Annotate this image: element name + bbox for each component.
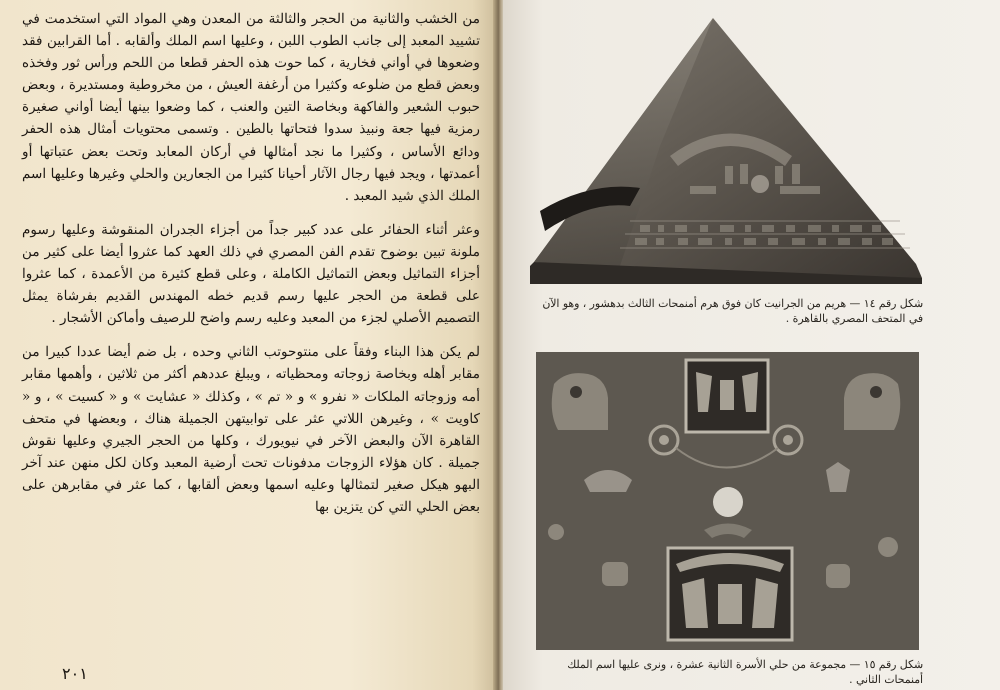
figure-caption: شكل رقم ١٤ — هريم من الجرانيت كان فوق هرم أمنمحات الثالث بدهشور ، وهو الآن في المتحف المصري بالقاهرة . <box>542 297 923 325</box>
paragraph: وعثر أثناء الحفائر على عدد كبير جداً من أجزاء الجدران المنقوشة وعليها رسوم ملونة تبين بوضوح تقدم الفن المصري في ذلك العهد كما عثروا أيضا على كثير من أجزاء التماثيل وبعض التماثيل الكاملة ، وعلى قطع كثيرة من الأعمدة ، كما عثروا على قطعة من الحجر عليها رسم قديم خطه المهندس القديم بفرشاة يمثل التصميم الأصلي لجزء من المعبد وعليه رسم واضح للرصيف وأماكن الأشجار . <box>22 221 480 327</box>
left-page <box>0 0 497 690</box>
body-text <box>22 8 480 530</box>
page-number: ٢٠١ <box>62 664 88 683</box>
figure-caption: شكل رقم ١٥ — مجموعة من حلي الأسرة الثانية عشرة ، ونرى عليها اسم الملك أمنمحات الثاني . <box>567 658 923 686</box>
paragraph: لم يكن هذا البناء وفقاً على منتوحوتب الثاني وحده ، بل ضم أيضا عددا كبيرا من مقابر أهله وبخاصة زوجاته ومحظياته ، ويبلغ عددهم أكثر من ثلاثين ، وأهمها مقابر أمه وزوجاته الملكات « نفرو » و « تم » ، وكذلك « عشايت » و « كسيت » ، و « كاويت » ، وغيرهن اللاتي عثر على توابيتهن الجميلة هناك ، وبعضها في متحف القاهرة الآن والبعض الآخر في نيويورك ، وكلها من الحجر الجيري وعليها نقوش جميلة . كان هؤلاء الزوجات مدفونات تحت أرضية المعبد وكان لكل منهن عند آخر البهو هيكل صغير لتمثالها وعليه اسمها وبعض ألقابها ، كما عثر في مقابرهن على بعض الحلي التي كن يتزين بها <box>22 344 480 515</box>
pyramidion-photo <box>530 16 924 284</box>
paragraph: من الخشب والثانية من الحجر والثالثة من المعدن وهي المواد التي استخدمت في تشييد المعبد إلى جانب الطوب اللبن ، وعليها اسم الملك وألقابه . أما القرابين فقد وضعوها في أواني فخارية ، كما حوت هذه الحفر قطعا من اللحم ورأس ثور وفخذه وبعض قطع من ضلوعه وكثيرا من أرغفة العيش ، من مخروطية ومستديرة ، وبعض حبوب الشعير والفاكهة وبخاصة التين والعنب ، كما وضعوا بينها أيضا أواني صغيرة رمزية فيها جعة ونبيذ سدوا فتحاتها بالطين . وتسمى محتويات أمثال هذه الحفر ودائع الأساس ، وكثيرا ما نجد أمثالها في أركان المعابد وتحت بعض عتباتها أو أعمدتها ، ويجد فيها رجال الآثار أحيانا كثيرا من الجعارين والحلي وغيرها وعليها اسم الملك الذي شيد المعبد . <box>22 11 480 204</box>
jewelry-photo <box>536 352 919 650</box>
